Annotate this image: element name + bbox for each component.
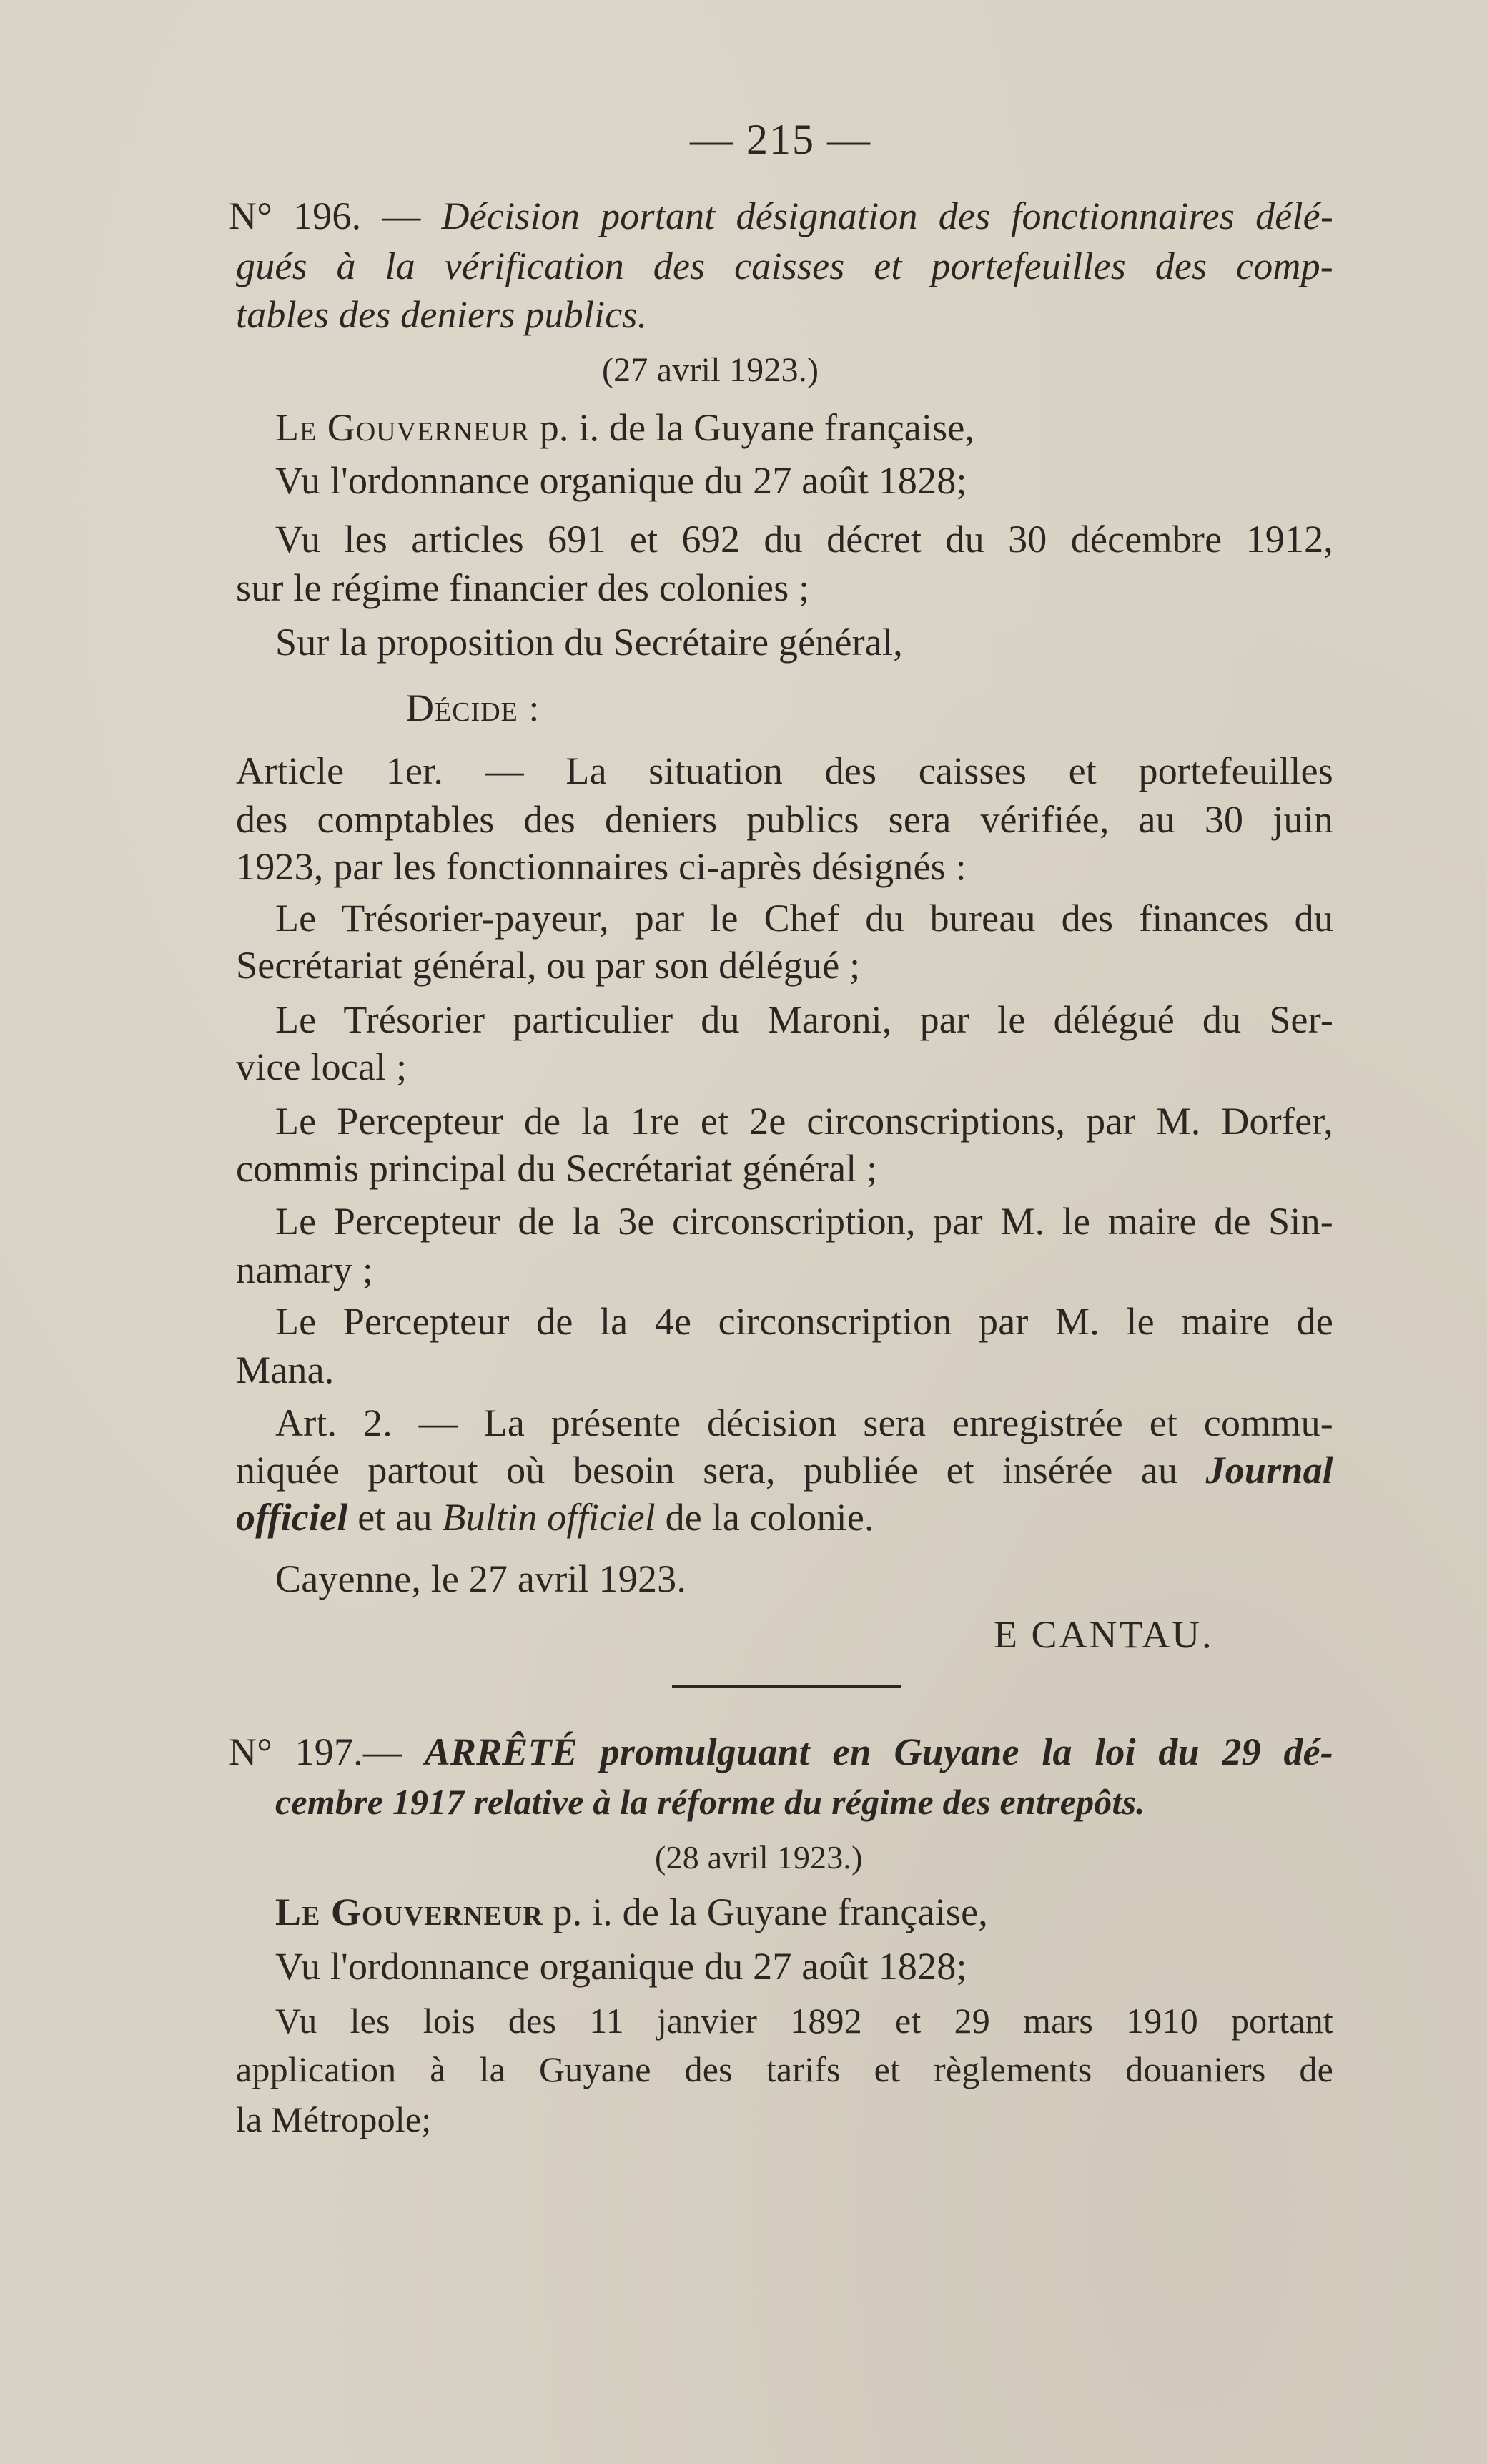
page-number: — 215 — — [690, 116, 871, 163]
art2-connector: et au — [357, 1496, 433, 1539]
doc196-p2-line-1: Le Trésorier particulier du Maroni, par le délégué du Ser- — [275, 998, 1333, 1041]
doc196-p5-line-2: Mana. — [236, 1349, 335, 1391]
officiel-word: officiel — [236, 1496, 348, 1539]
doc196-decide: Décide : — [406, 686, 540, 729]
doc196-date: (27 avril 1923.) — [602, 351, 819, 389]
doc196-art2-line-2 — [236, 1447, 1333, 1493]
doc197-vu-2-line-1: Vu les lois des 11 janvier 1892 et 29 mars 1910 portant — [275, 2001, 1333, 2041]
doc196-governor — [275, 405, 974, 450]
doc196-sur: Sur la proposition du Secrétaire général, — [275, 621, 903, 664]
doc196-title: Décision portant désignation des fonctionnaires délé- — [441, 194, 1333, 237]
doc196-p3-line-2: commis principal du Secrétariat général ; — [236, 1147, 878, 1190]
doc196-p3-line-1: Le Percepteur de la 1re et 2e circonscriptions, par M. Dorfer, — [275, 1100, 1333, 1143]
doc197-vu-1: Vu l'ordonnance organique du 27 août 1828; — [275, 1945, 967, 1988]
doc196-title-line-3: tables des deniers publics. — [236, 293, 648, 336]
art2-end: de la colonie. — [665, 1496, 874, 1539]
governor-rest: p. i. de la Guyane française, — [539, 406, 975, 449]
doc196-art2-line-1: Art. 2. — La présente décision sera enregistrée et commu- — [275, 1401, 1333, 1444]
doc196-vu-2-line-1: Vu les articles 691 et 692 du décret du 30 décembre 1912, — [275, 518, 1333, 561]
doc196-p5-line-1: Le Percepteur de la 4e circonscription par M. le maire de — [275, 1300, 1333, 1343]
doc197-vu-2-line-3: la Métropole; — [236, 2099, 432, 2139]
governor-title: Le Gouverneur — [275, 406, 530, 449]
bulletin-officiel-ref: Bultin officiel — [442, 1496, 656, 1539]
doc196-art1-line-2: des comptables des deniers publics sera vérifiée, au 30 juin — [236, 798, 1333, 841]
doc197-title: ARRÊTÉ promulguant en Guyane la loi du 29 dé- — [424, 1730, 1333, 1773]
doc197-title-line-1 — [229, 1729, 1333, 1775]
doc196-title-line-1 — [229, 193, 1333, 239]
doc196-vu-1: Vu l'ordonnance organique du 27 août 1828; — [275, 459, 967, 502]
art2-text: niquée partout où besoin sera, publiée et insérée au — [236, 1449, 1178, 1492]
doc197-date: (28 avril 1923.) — [655, 1839, 863, 1876]
doc196-art1-line-1: Article 1er. — La situation des caisses et portefeuilles — [236, 749, 1333, 792]
doc196-p1-line-1: Le Trésorier-payeur, par le Chef du bureau des finances du — [275, 897, 1333, 940]
doc196-p2-line-2: vice local ; — [236, 1045, 407, 1088]
doc196-vu-2-line-2: sur le régime financier des colonies ; — [236, 566, 810, 609]
doc196-p4-line-1: Le Percepteur de la 3e circonscription, par M. le maire de Sin- — [275, 1200, 1333, 1243]
doc196-number: N° 196. — — [229, 194, 421, 237]
section-divider — [672, 1685, 901, 1688]
governor-title-197: Le Gouverneur — [275, 1891, 543, 1933]
journal-officiel-ref: Journal — [1205, 1449, 1333, 1492]
governor-rest-197: p. i. de la Guyane française, — [553, 1891, 989, 1933]
doc197-vu-2-line-2: application à la Guyane des tarifs et règlements douaniers de — [236, 2049, 1333, 2089]
doc196-place-date: Cayenne, le 27 avril 1923. — [275, 1557, 687, 1600]
doc196-art1-line-3: 1923, par les fonctionnaires ci-après désignés : — [236, 845, 967, 888]
doc196-signature: E CANTAU. — [994, 1613, 1214, 1656]
doc197-title-line-2: cembre 1917 relative à la réforme du régime des entrepôts. — [275, 1782, 1145, 1822]
doc197-number: N° 197.— — [229, 1730, 402, 1773]
doc196-p4-line-2: namary ; — [236, 1248, 374, 1291]
doc197-governor — [275, 1889, 988, 1935]
doc196-p1-line-2: Secrétariat général, ou par son délégué ; — [236, 944, 861, 987]
doc196-art2-line-3 — [236, 1494, 874, 1540]
doc196-title-line-2: gués à la vérification des caisses et portefeuilles des comp- — [236, 245, 1333, 287]
